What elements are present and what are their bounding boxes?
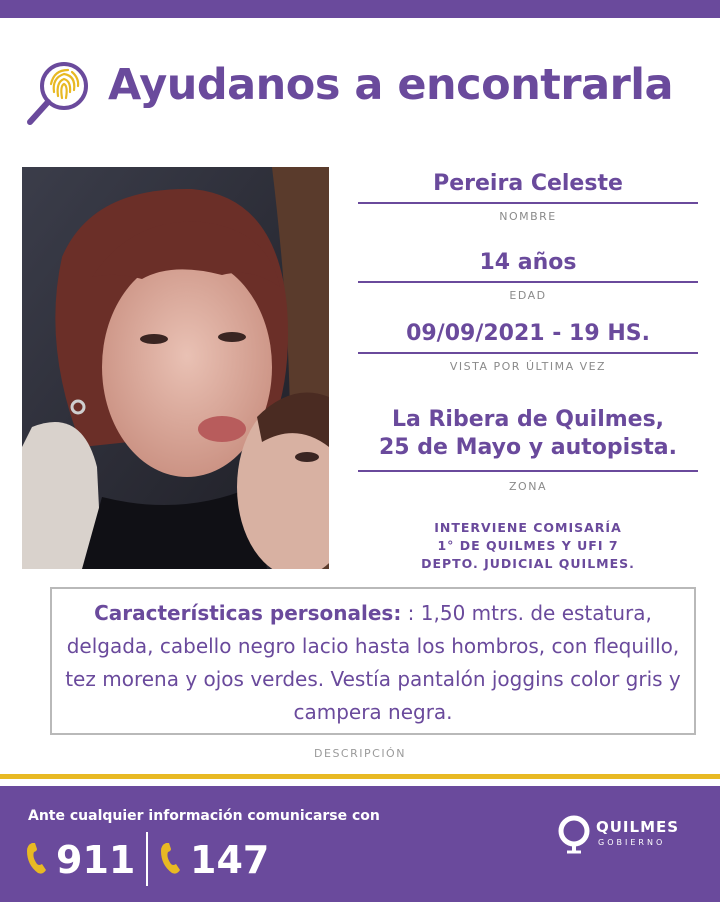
police-info-line-1: INTERVIENE COMISARÍA bbox=[434, 520, 622, 535]
police-info-line-2: 1° DE QUILMES Y UFI 7 bbox=[437, 538, 619, 553]
age-field bbox=[358, 249, 698, 302]
police-info-line-3: DEPTO. JUDICIAL QUILMES. bbox=[421, 556, 635, 571]
footer bbox=[0, 786, 720, 902]
description-box bbox=[50, 587, 696, 735]
zone-line-1: La Ribera de Quilmes, bbox=[391, 407, 665, 432]
contact-text: Ante cualquier información comunicarse con bbox=[28, 808, 380, 824]
name-label: NOMBRE bbox=[499, 210, 557, 223]
description-lead: Características personales: bbox=[94, 601, 402, 625]
name-divider bbox=[358, 202, 698, 204]
fingerprint-magnifier-icon bbox=[24, 56, 96, 128]
name-value: Pereira Celeste bbox=[433, 171, 623, 196]
logo-sub: GOBIERNO bbox=[598, 838, 666, 847]
zone-field bbox=[358, 406, 698, 493]
age-divider bbox=[358, 281, 698, 283]
last-seen-divider bbox=[358, 352, 698, 354]
description-text: : 1,50 mtrs. de estatura, delgada, cabello negro lacio hasta los hombros, con flequillo, tez morena y ojos verdes. Vestía pantalón joggins color gris y campera negra. bbox=[65, 601, 681, 724]
phone-911-number: 911 bbox=[56, 838, 136, 882]
phone-icon bbox=[26, 841, 48, 879]
phone-911[interactable] bbox=[26, 838, 135, 882]
phone-147-number: 147 bbox=[190, 838, 270, 882]
age-value: 14 años bbox=[479, 250, 577, 275]
gold-divider bbox=[0, 774, 720, 779]
page-title: Ayudanos a encontrarla bbox=[108, 60, 674, 110]
police-info bbox=[358, 519, 698, 573]
quilmes-logo-icon bbox=[556, 814, 592, 854]
name-field bbox=[358, 170, 698, 223]
top-bar bbox=[0, 0, 720, 18]
quilmes-logo bbox=[556, 814, 696, 854]
zone-line-2: 25 de Mayo y autopista. bbox=[378, 435, 678, 460]
phone-147[interactable] bbox=[160, 838, 269, 882]
last-seen-label: VISTA POR ÚLTIMA VEZ bbox=[449, 360, 607, 373]
phone-icon bbox=[160, 841, 182, 879]
last-seen-value: 09/09/2021 - 19 HS. bbox=[406, 321, 650, 346]
age-label: EDAD bbox=[509, 289, 547, 302]
phone-separator bbox=[146, 832, 148, 886]
last-seen-field bbox=[358, 320, 698, 373]
zone-divider bbox=[358, 470, 698, 472]
missing-person-photo bbox=[22, 167, 329, 569]
logo-word: QUILMES bbox=[596, 818, 680, 836]
zone-label: ZONA bbox=[509, 480, 547, 493]
description-label: DESCRIPCIÓN bbox=[314, 747, 406, 760]
